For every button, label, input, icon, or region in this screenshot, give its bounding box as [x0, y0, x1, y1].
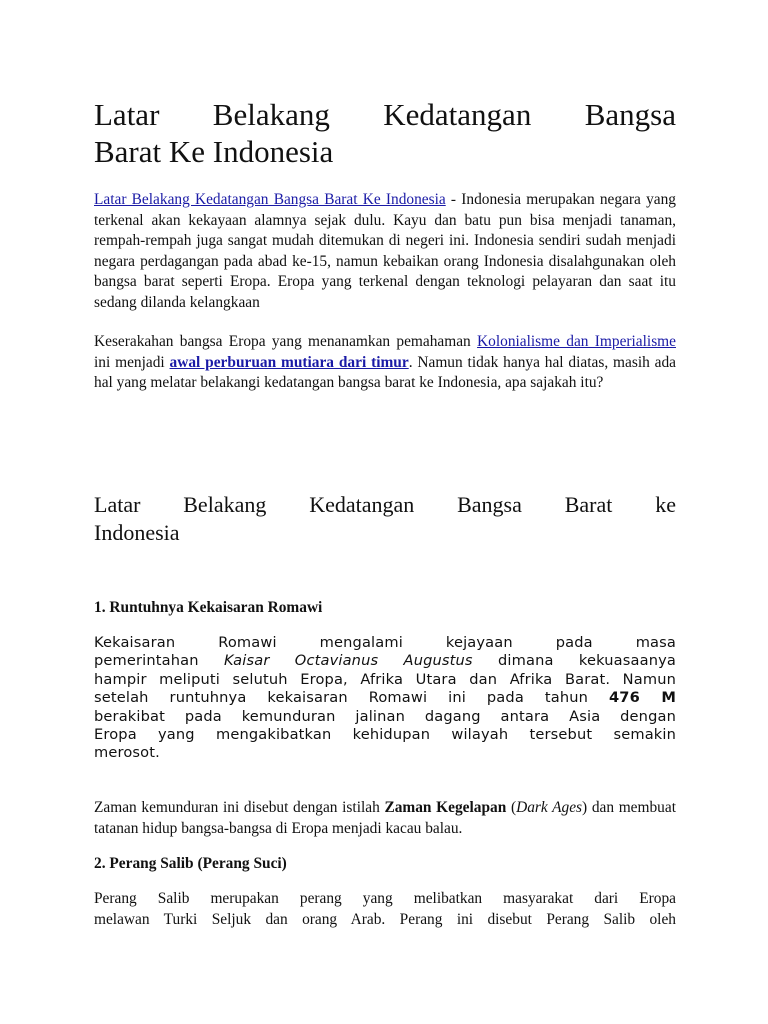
intro-title-link[interactable]: Latar Belakang Kedatangan Bangsa Barat Ke Indonesia [94, 191, 446, 208]
dark-ages: Dark Ages [516, 799, 583, 816]
intro-text: - Indonesia merupakan negara yang terkenal akan kekayaan alamnya sejak dulu. Kayu dan batu pun bisa menjadi tanaman, rempah-rempah juga sangat mudah ditemukan di negeri ini. Indonesia sendiri sudah menjadi negara perdagangan pada abad ke-15, namun kebaikan orang Indonesia disalahgunakan oleh bangsa barat seperti Eropa. Eropa yang terkenal dengan teknologi pelayaran dan saat itu sedang dilanda kelangkaan [94, 191, 676, 311]
para2-text-a: Keserakahan bangsa Eropa yang menanamkan pemahaman [94, 333, 478, 350]
perburuan-mutiara-link[interactable]: awal perburuan mutiara dari timur [169, 353, 409, 371]
romawi-line-4 [94, 689, 676, 707]
section-romawi-title: 1. Runtuhnya Kekaisaran Romawi [94, 599, 323, 616]
kolonialisme-link[interactable]: Kolonialisme dan Imperialisme [477, 333, 676, 350]
romawi-line-7: merosot. [94, 744, 160, 762]
document-page [94, 96, 676, 928]
romawi-line-1: Kekaisaran Romawi mengalami kejayaan pada masa [94, 634, 676, 651]
perang-line-1: Perang Salib merupakan perang yang melibatkan masyarakat dari Eropa [94, 890, 676, 907]
dark-ages-paragraph [94, 798, 676, 839]
perang-line-2: melawan Turki Seljuk dan orang Arab. Perang ini disebut Perang Salib oleh [94, 910, 676, 928]
section-romawi [94, 598, 676, 763]
page-title-line-2: Barat Ke Indonesia [94, 134, 334, 169]
page-title [94, 96, 676, 170]
romawi-line-5: berakibat pada kemunduran jalinan dagang antara Asia dengan [94, 707, 676, 725]
section-romawi-body [94, 634, 676, 763]
section-perang-salib-title: 2. Perang Salib (Perang Suci) [94, 855, 287, 872]
year-476: 476 M [609, 689, 676, 707]
section-perang-salib-body [94, 889, 676, 930]
kaisar-name: Kaisar Octavianus Augustus [223, 652, 473, 670]
romawi-line-4-a: setelah runtuhnya kekaisaran Romawi ini pada tahun [94, 689, 609, 707]
intro-paragraph [94, 190, 676, 313]
romawi-line-3: hampir meliputi selutuh Eropa, Afrika Utara dan Afrika Barat. Namun [94, 670, 676, 688]
zaman-kegelapan: Zaman Kegelapan [384, 799, 507, 816]
para3-text-c: ) dan membuat tatanan hidup bangsa-bangsa di Eropa menjadi kacau balau. [94, 799, 676, 837]
romawi-line-2-b: dimana kekuasaanya [472, 652, 676, 670]
section-heading-line-2: Indonesia [94, 520, 180, 545]
para3-text-b: ( [506, 799, 517, 816]
romawi-line-6: Eropa yang mengakibatkan kehidupan wilayah tersebut semakin [94, 726, 676, 744]
second-paragraph [94, 332, 676, 394]
page-title-line-1: Latar Belakang Kedatangan Bangsa [94, 97, 676, 132]
para2-text-b: ini menjadi [94, 353, 170, 371]
section-heading [94, 491, 676, 547]
romawi-line-2-a: pemerintahan [94, 652, 224, 670]
section-heading-line-1: Latar Belakang Kedatangan Bangsa Barat ke [94, 492, 676, 517]
para3-text-a: Zaman kemunduran ini disebut dengan istilah [94, 799, 385, 816]
romawi-line-2 [94, 652, 676, 670]
para2-text-c: . Namun tidak hanya hal diatas, masih ada hal yang melatar belakangi kedatangan bangsa barat ke Indonesia, apa sajakah itu? [94, 353, 676, 391]
